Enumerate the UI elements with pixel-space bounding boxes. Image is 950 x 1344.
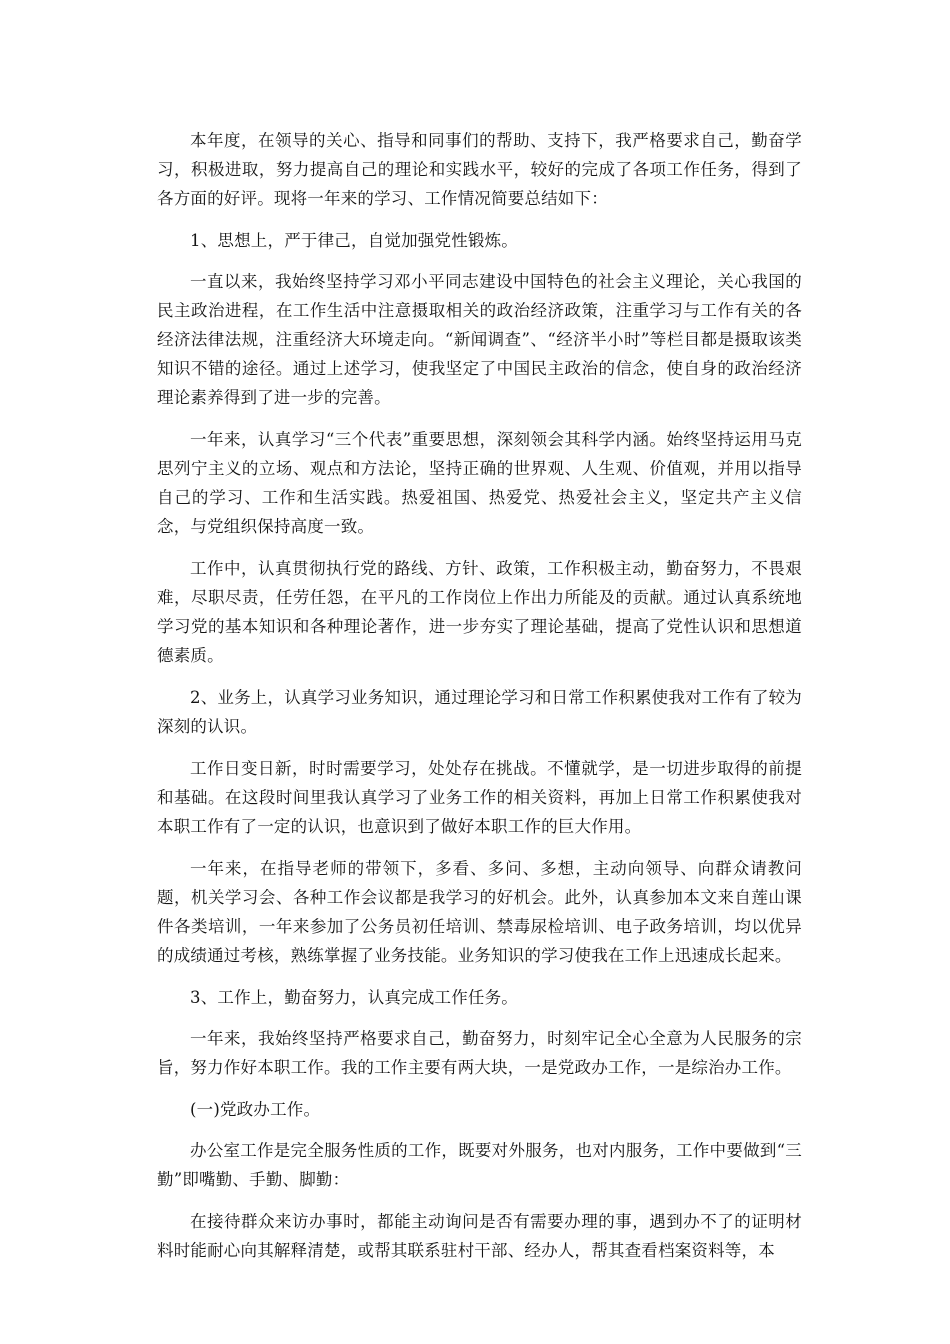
heading-section-3: 3、工作上，勤奋努力，认真完成工作任务。	[190, 988, 518, 1007]
paragraph-office-work: 办公室工作是完全服务性质的工作，既要对外服务，也对内服务，工作中要做到“三勤”即嘴勤、手勤、脚勤：	[157, 1141, 802, 1189]
paragraph-training: 一年来，在指导老师的带领下，多看、多问、多想，主动向领导、向群众请教问题，机关学习会、各种工作会议都是我学习的好机会。此外，认真参加本文来自莲山课件各类培训，一年来参加了公务员初任培训、禁毒尿检培训、电子政务培训，均以优异的成绩通过考核，熟练掌握了业务技能。业务知识的学习使我在工作上迅速成长起来。	[157, 859, 802, 965]
paragraph-intro: 本年度，在领导的关心、指导和同事们的帮助、支持下，我严格要求自己，勤奋学习，积极进取，努力提高自己的理论和实践水平，较好的完成了各项工作任务，得到了各方面的好评。现将一年来的学习、工作情况简要总结如下：	[157, 131, 802, 208]
paragraph-theory-study: 一直以来，我始终坚持学习邓小平同志建设中国特色的社会主义理论，关心我国的民主政治进程，在工作生活中注意摄取相关的政治经济政策，注重学习与工作有关的各经济法律法规，注重经济大环境走向。“新闻调查”、“经济半小时”等栏目都是摄取该类知识不错的途径。通过上述学习，使我坚定了中国民主政治的信念，使自身的政治经济理论素养得到了进一步的完善。	[157, 272, 802, 407]
heading-subsection-1: (一)党政办工作。	[190, 1100, 321, 1119]
document-body	[157, 126, 802, 1278]
paragraph-work-duties: 一年来，我始终坚持严格要求自己，勤奋努力，时刻牢记全心全意为人民服务的宗旨，努力作好本职工作。我的工作主要有两大块，一是党政办工作，一是综治办工作。	[157, 1029, 802, 1077]
heading-section-1: 1、思想上，严于律己，自觉加强党性锻炼。	[190, 231, 518, 250]
paragraph-party-line: 工作中，认真贯彻执行党的路线、方针、政策，工作积极主动，勤奋努力，不畏艰难，尽职尽责，任劳任怨，在平凡的工作岗位上作出力所能及的贡献。通过认真系统地学习党的基本知识和各种理论著作，进一步夯实了理论基础，提高了党性认识和思想道德素质。	[157, 559, 802, 665]
heading-section-2: 2、业务上，认真学习业务知识，通过理论学习和日常工作积累使我对工作有了较为深刻的认识。	[157, 688, 802, 736]
paragraph-reception: 在接待群众来访办事时，都能主动询问是否有需要办理的事，遇到办不了的证明材料时能耐心向其解释清楚，或帮其联系驻村干部、经办人，帮其查看档案资料等，本	[157, 1212, 802, 1260]
paragraph-three-represents: 一年来，认真学习“三个代表”重要思想，深刻领会其科学内涵。始终坚持运用马克思列宁主义的立场、观点和方法论，坚持正确的世界观、人生观、价值观，并用以指导自己的学习、工作和生活实践。热爱祖国、热爱党、热爱社会主义，坚定共产主义信念，与党组织保持高度一致。	[157, 430, 802, 536]
paragraph-daily-learning: 工作日变日新，时时需要学习，处处存在挑战。不懂就学，是一切进步取得的前提和基础。在这段时间里我认真学习了业务工作的相关资料，再加上日常工作积累使我对本职工作有了一定的认识，也意识到了做好本职工作的巨大作用。	[157, 759, 802, 836]
